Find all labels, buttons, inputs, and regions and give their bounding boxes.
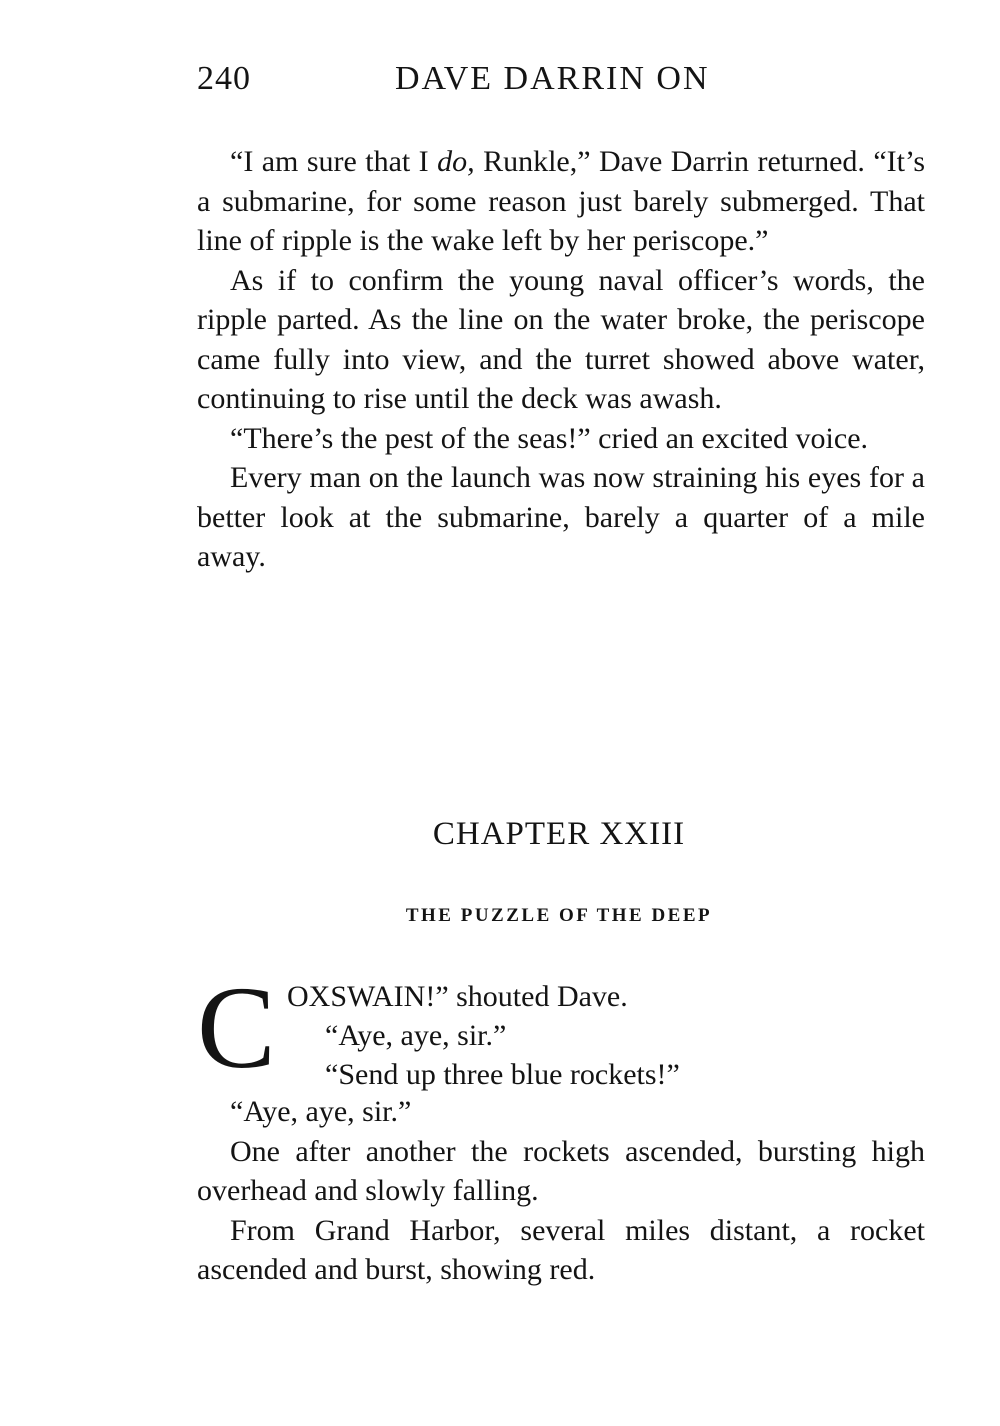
chapter-title: THE PUZZLE OF THE DEEP [405,905,713,926]
paragraph-text: “I am sure that I [230,145,438,178]
paragraph [197,142,925,261]
paragraph: As if to confirm the young naval officer’s words, the ripple parted. As the line on the water broke, the periscope came fully into view, and the turret showed above water, continuing to rise until the deck was awash. [197,263,925,415]
running-title: DAVE DARRIN ON [395,60,710,97]
paragraph: Every man on the launch was now straining his eyes for a better look at the submarine, barely a quarter of a mile away. [197,461,925,573]
opening-line: “Send up three blue rockets!” [325,1058,680,1091]
paragraph: From Grand Harbor, several miles distant, a rocket ascended and burst, showing red. [197,1213,925,1286]
paragraph: “Aye, aye, sir.” [230,1095,412,1128]
opening-line: “Aye, aye, sir.” [325,1019,507,1052]
running-head [197,60,937,104]
paragraph-text: Runkle,” Dave Darrin returned. “It’s a submarine, for some reason just barely submerged. That line of ripple is the wake left by her periscope.” [197,145,925,257]
text-block-bottom [197,1092,925,1290]
opening-line: OXSWAIN!” shouted Dave. [287,980,628,1013]
chapter-opening [197,962,925,1095]
paragraph: “There’s the pest of the seas!” cried an excited voice. [230,421,869,455]
drop-cap: C [197,962,276,1093]
chapter-number: CHAPTER XXIII [432,816,686,852]
page-number: 240 [197,60,251,97]
text-block-top [197,142,925,577]
paragraph: One after another the rockets ascended, bursting high overhead and slowly falling. [197,1134,925,1207]
emphasis-text: do, [437,145,475,178]
